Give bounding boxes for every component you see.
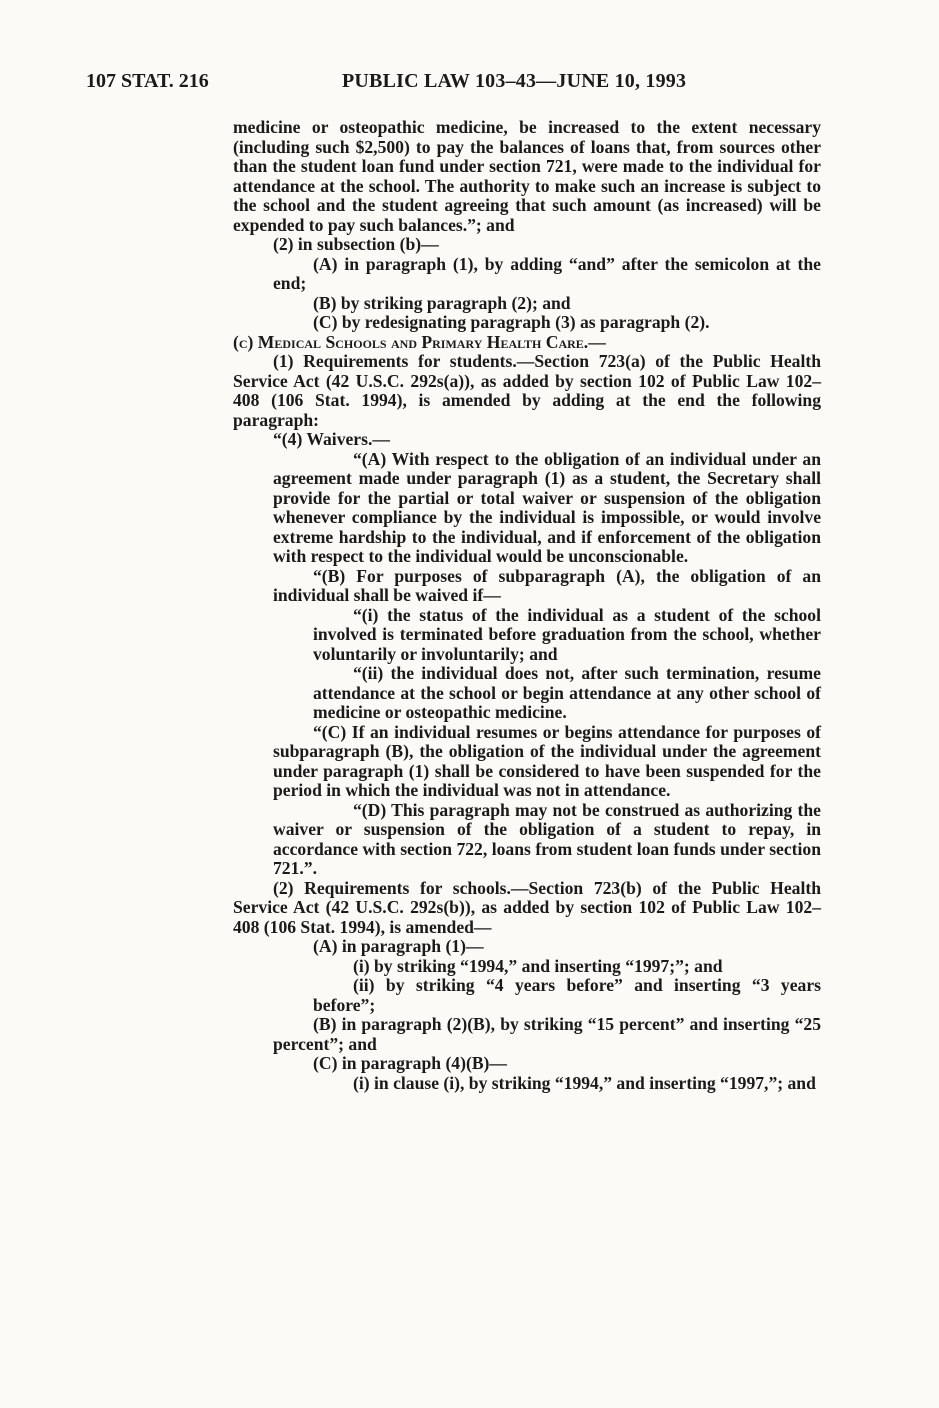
paragraph-schools-a-i: (i) by striking “1994,” and inserting “1997;”; and: [353, 955, 723, 976]
paragraph-b-a: (A) in paragraph (1), by adding “and” after the semicolon at the end;: [273, 253, 821, 293]
paragraph-waivers-heading: “(4) Waivers.—: [273, 429, 390, 449]
paragraph-schools-c: (C) in paragraph (4)(B)—: [313, 1053, 508, 1073]
paragraph-requirements-schools: (2) Requirements for schools.—Section 723(b) of the Public Health Service Act (42 U.S.C. 292s(b)), as added by section 102 of Public Law 102–408 (106 Stat. 1994), is amended—: [233, 877, 821, 937]
paragraph-continuation: medicine or osteopathic medicine, be increased to the extent necessary (including such $2,500) to pay the balances of loans that, from sources other than the student loan fund under section 721, were made to the individual for attendance at the school. The authority to make such an increase is subject to the school and the student agreeing that such amount (as increased) will be expended to pay such balances.”; and: [233, 117, 821, 235]
paragraph-waivers-b-ii: “(ii) the individual does not, after such termination, resume attendance at the school or begin attendance at any other school of medicine or osteopathic medicine.: [313, 663, 821, 722]
paragraph-schools-a-ii: (ii) by striking “4 years before” and inserting “3 years before”;: [313, 975, 821, 1015]
paragraph-waivers-c: “(C) If an individual resumes or begins attendance for purposes of subparagraph (B), the obligation of the individual under the agreement under paragraph (1) shall be considered to have been suspended for the period in which the individual was not in attendance.: [273, 721, 821, 800]
paragraph-waivers-d: “(D) This paragraph may not be construed as authorizing the waiver or suspension of the obligation of a student to repay, in accordance with section 722, loans from student loan funds under section 721.”.: [273, 799, 821, 878]
paragraph-schools-b: (B) in paragraph (2)(B), by striking “15 percent” and inserting “25 percent”; and: [273, 1014, 821, 1054]
paragraph-b-c: (C) by redesignating paragraph (3) as paragraph (2).: [313, 312, 710, 332]
paragraph-requirements-students: (1) Requirements for students.—Section 723(a) of the Public Health Service Act (42 U.S.C. 292s(a)), as added by section 102 of Public Law 102–408 (106 Stat. 1994), is amended by adding at the end the following paragraph:: [233, 351, 821, 430]
paragraph-waivers-b-i: “(i) the status of the individual as a student of the school involved is terminated before graduation from the school, whether voluntarily or involuntarily; and: [313, 604, 821, 664]
paragraph-subsection-b: (2) in subsection (b)—: [273, 234, 439, 254]
paragraph-waivers-b: “(B) For purposes of subparagraph (A), the obligation of an individual shall be waived if—: [273, 565, 821, 605]
paragraph-schools-a: (A) in paragraph (1)—: [313, 936, 484, 956]
statute-reference: 107 STAT. 216: [86, 70, 209, 92]
section-heading-c: (c) Medical Schools and Primary Health Care.—: [233, 331, 606, 352]
paragraph-schools-c-i: (i) in clause (i), by striking “1994,” and inserting “1997,”; and: [353, 1072, 816, 1093]
paragraph-waivers-a: “(A) With respect to the obligation of an individual under an agreement made under paragraph (1) as a student, the Secretary shall provide for the partial or total waiver or suspension of the obligation whenever compliance by the individual is impossible, or would involve extreme hardship to the individual, and if enforcement of the obligation with respect to the individual would be unconscionable.: [273, 448, 821, 566]
law-title: PUBLIC LAW 103–43—JUNE 10, 1993: [342, 70, 687, 92]
paragraph-b-b: (B) by striking paragraph (2); and: [313, 292, 571, 313]
statute-body: [233, 118, 821, 1093]
page-header: [86, 70, 736, 96]
